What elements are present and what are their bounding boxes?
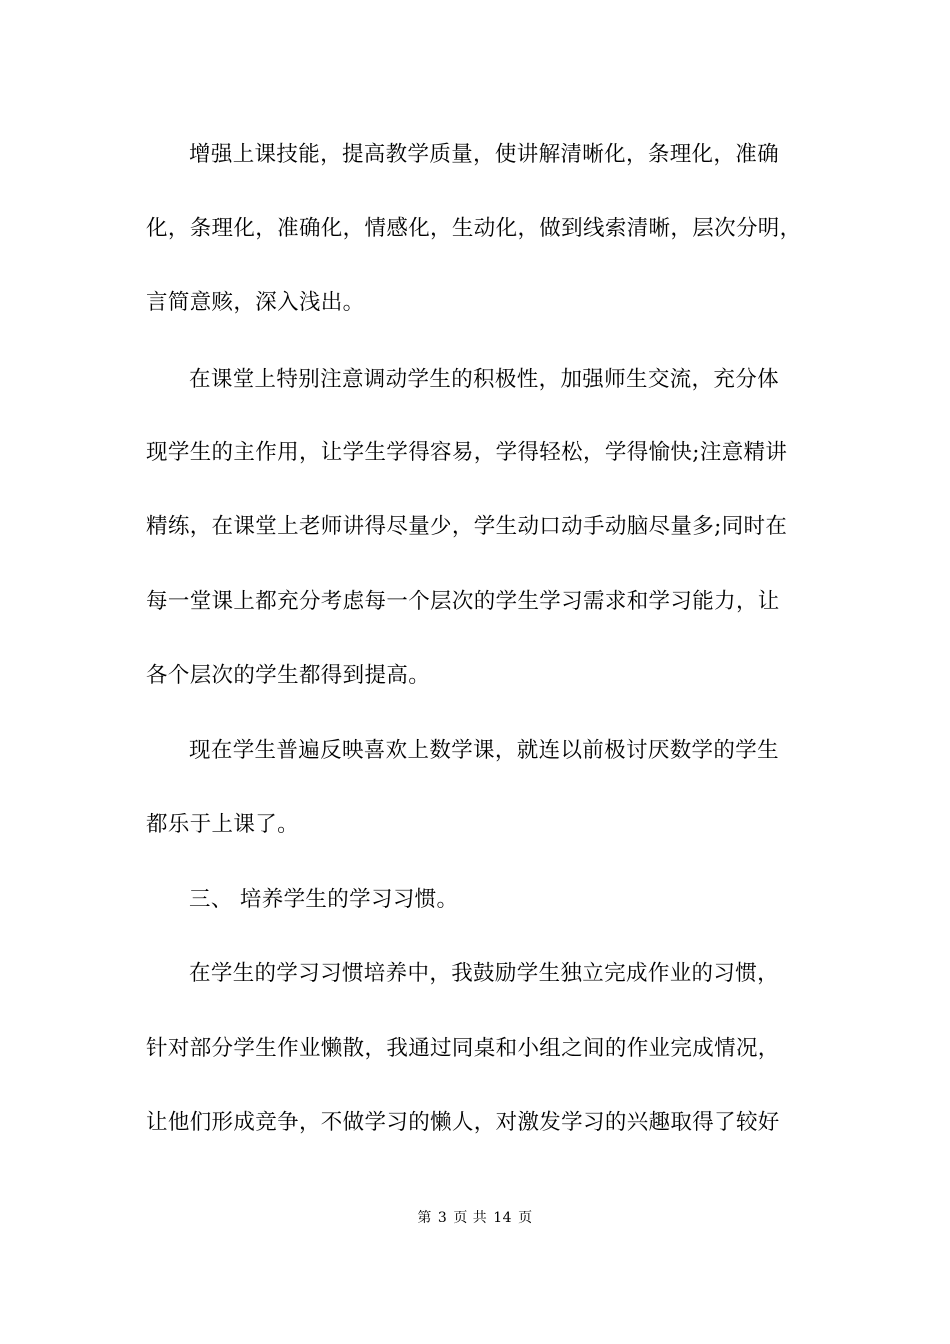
- footer-total-pages: 14: [493, 1210, 513, 1226]
- paragraph-2-line-5: 各个层次的学生都得到提高。: [146, 663, 431, 688]
- section-heading: 三、 培养学生的学习习惯。: [189, 887, 459, 912]
- paragraph-3-line-2: 都乐于上课了。: [146, 812, 299, 837]
- paragraph-4-line-1: 在学生的学习习惯培养中，我鼓励学生独立完成作业的习惯，: [189, 961, 779, 986]
- page-footer: [0, 1208, 950, 1228]
- footer-prefix: 第: [417, 1210, 432, 1226]
- paragraph-2-line-1: 在课堂上特别注意调动学生的积极性，加强师生交流，充分体: [189, 367, 779, 392]
- paragraph-2-line-3: 精练，在课堂上老师讲得尽量少，学生动口动手动脑尽量多;同时在: [146, 514, 788, 539]
- paragraph-2-line-4: 每一堂课上都充分考虑每一个层次的学生学习需求和学习能力，让: [146, 589, 780, 614]
- paragraph-1-line-1: 增强上课技能，提高教学质量，使讲解清晰化，条理化，准确: [189, 142, 779, 167]
- paragraph-1-line-2: 化，条理化，准确化，情感化，生动化，做到线索清晰，层次分明，: [146, 216, 802, 241]
- paragraph-2-line-2: 现学生的主作用，让学生学得容易，学得轻松，学得愉快;注意精讲: [146, 440, 788, 465]
- footer-mid: 页 共: [453, 1210, 488, 1226]
- paragraph-3-line-1: 现在学生普遍反映喜欢上数学课，就连以前极讨厌数学的学生: [189, 738, 779, 763]
- footer-page-number: 3: [437, 1210, 448, 1226]
- paragraph-4-line-2: 针对部分学生作业懒散，我通过同桌和小组之间的作业完成情况，: [146, 1036, 780, 1061]
- paragraph-4-line-3: 让他们形成竞争，不做学习的懒人，对激发学习的兴趣取得了较好: [146, 1110, 780, 1135]
- footer-suffix: 页: [518, 1210, 533, 1226]
- paragraph-1-line-3: 言简意赅，深入浅出。: [146, 290, 365, 315]
